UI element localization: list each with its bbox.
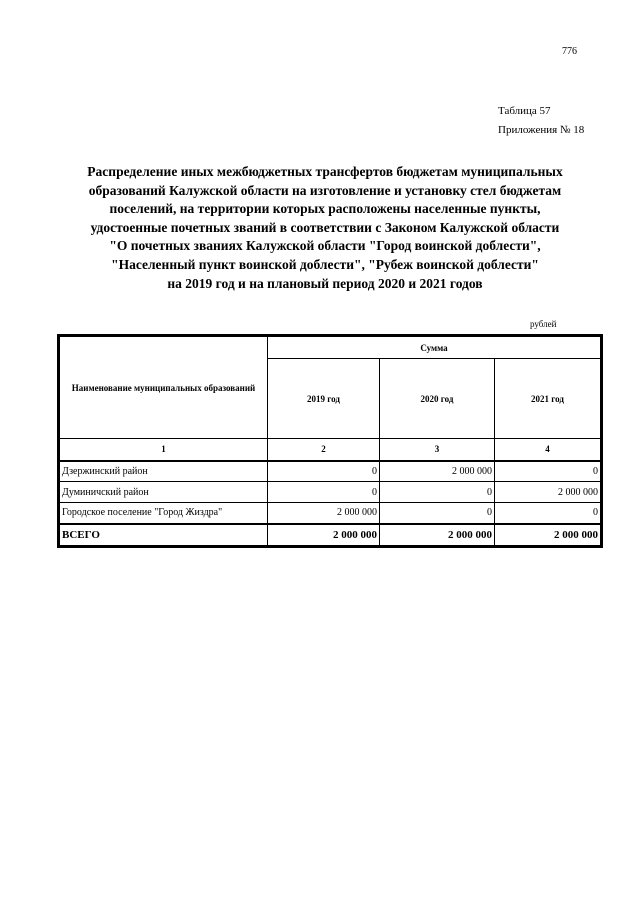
allocation-table [59,336,601,546]
total-2020: 2 000 000 [380,524,495,546]
amount-2019: 0 [268,461,380,482]
amount-2020: 0 [380,503,495,524]
amount-2021: 0 [495,461,601,482]
amount-2021: 2 000 000 [495,482,601,503]
year-header-2020: 2020 год [380,359,495,439]
page-number: 776 [562,46,577,57]
units-label: рублей [530,319,557,329]
municipality-name: Городское поселение "Город Жиздра" [60,503,268,524]
amount-2019: 0 [268,482,380,503]
table-row [60,482,601,503]
amount-2020: 0 [380,482,495,503]
amount-2021: 0 [495,503,601,524]
municipality-name: Думиничский район [60,482,268,503]
column-number: 1 [60,439,268,461]
table-row [60,503,601,524]
title-line: "О почетных званиях Калужской области "Город воинской доблести", [109,238,541,254]
year-header-2019: 2019 год [268,359,380,439]
amount-2019: 2 000 000 [268,503,380,524]
title-line: удостоенные почетных званий в соответствии с Законом Калужской области [90,219,560,235]
amount-2020: 2 000 000 [380,461,495,482]
title-line: на 2019 год и на плановый период 2020 и 2021 годов [167,275,483,291]
name-column-header: Наименование муниципальных образований [60,337,268,439]
municipality-name: Дзержинский район [60,461,268,482]
table-reference: Таблица 57 [498,105,551,117]
column-number: 2 [268,439,380,461]
column-number: 4 [495,439,601,461]
title-line: образований Калужской области на изготовление и установку стел бюджетам [88,182,562,198]
sum-header: Сумма [268,337,601,359]
table-row [60,461,601,482]
column-number: 3 [380,439,495,461]
appendix-reference: Приложения № 18 [498,124,585,136]
total-2019: 2 000 000 [268,524,380,546]
year-header-2021: 2021 год [495,359,601,439]
total-label: ВСЕГО [60,524,268,546]
title-line: "Населенный пункт воинской доблести", "Рубеж воинской доблести" [111,256,539,272]
total-2021: 2 000 000 [495,524,601,546]
total-row [60,524,601,546]
title-line: Распределение иных межбюджетных трансфертов бюджетам муниципальных [87,164,563,179]
document-title [55,163,595,293]
title-line: поселений, на территории которых расположены населенные пункты, [109,201,541,217]
